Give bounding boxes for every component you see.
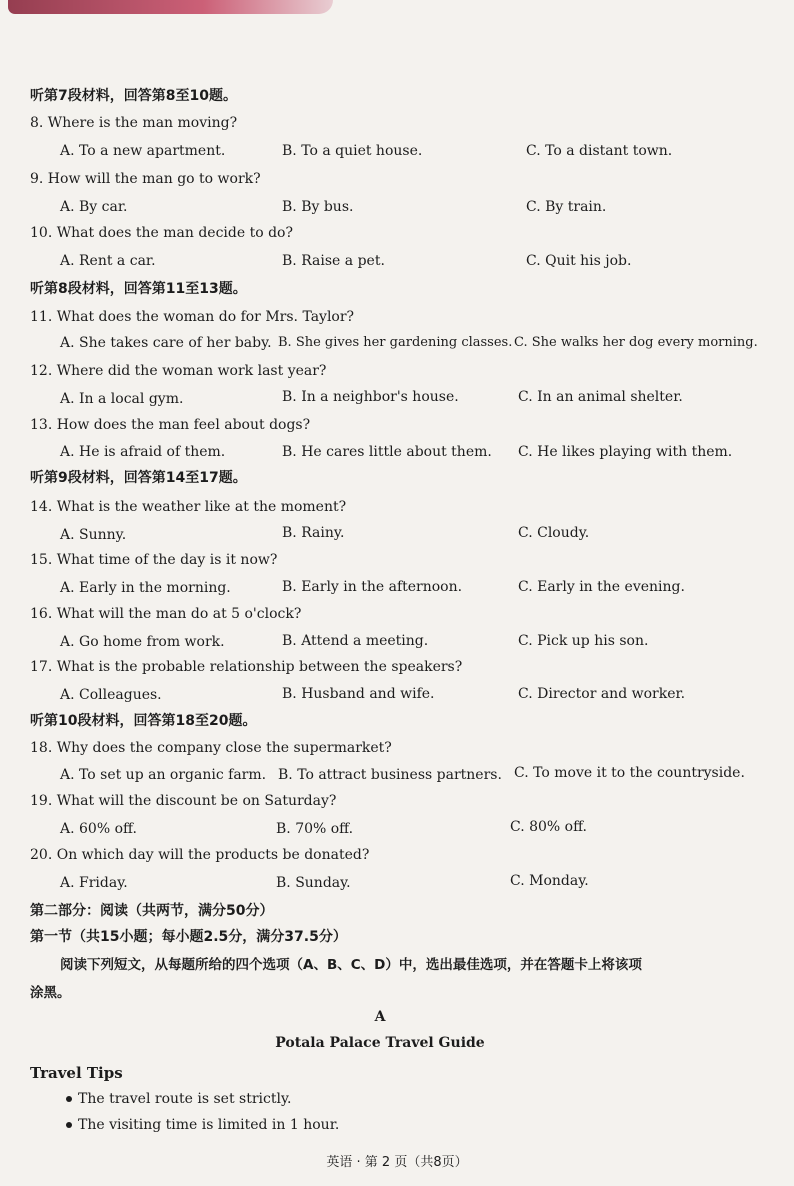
question-9-option-c: C. By train. bbox=[526, 199, 607, 215]
question-11-stem: 11. What does the woman do for Mrs. Taylor? bbox=[30, 309, 355, 325]
passage-letter: A bbox=[374, 1009, 386, 1025]
question-19-option-b: B. 70% off. bbox=[276, 821, 354, 837]
question-15-option-a: A. Early in the morning. bbox=[60, 580, 231, 596]
question-8-option-b: B. To a quiet house. bbox=[282, 143, 423, 159]
bullet-icon bbox=[66, 1122, 72, 1128]
question-13-option-a: A. He is afraid of them. bbox=[60, 444, 226, 460]
question-8-stem: 8. Where is the man moving? bbox=[30, 115, 238, 131]
question-11-option-c: C. She walks her dog every morning. bbox=[514, 335, 758, 350]
question-13-stem: 13. How does the man feel about dogs? bbox=[30, 417, 311, 433]
page-footer: 英语 · 第 2 页（共8页） bbox=[326, 1155, 468, 1170]
part8-note: 听第8段材料，回答第11至13题。 bbox=[30, 281, 247, 297]
question-17-stem: 17. What is the probable relationship between the speakers? bbox=[30, 659, 463, 675]
top-edge-smudge bbox=[8, 0, 333, 14]
question-16-option-a: A. Go home from work. bbox=[60, 634, 225, 650]
question-14-option-a: A. Sunny. bbox=[60, 527, 127, 543]
question-12-option-c: C. In an animal shelter. bbox=[518, 389, 683, 405]
question-20-option-b: B. Sunday. bbox=[276, 875, 351, 891]
question-10-option-c: C. Quit his job. bbox=[526, 253, 632, 269]
section1-title: 第一节（共15小题；每小题2.5分，满分37.5分） bbox=[30, 929, 347, 945]
question-18-option-b: B. To attract business partners. bbox=[278, 767, 502, 783]
tip-item-2 bbox=[66, 1116, 339, 1134]
question-18-option-a: A. To set up an organic farm. bbox=[60, 767, 267, 783]
question-18-option-c: C. To move it to the countryside. bbox=[514, 765, 745, 781]
part10-note: 听第10段材料，回答第18至20题。 bbox=[30, 713, 257, 729]
question-15-option-c: C. Early in the evening. bbox=[518, 579, 685, 595]
question-15-option-b: B. Early in the afternoon. bbox=[282, 579, 463, 595]
question-9-option-a: A. By car. bbox=[60, 199, 128, 215]
bullet-icon bbox=[66, 1096, 72, 1102]
question-8-option-c: C. To a distant town. bbox=[526, 143, 673, 159]
question-19-option-a: A. 60% off. bbox=[60, 821, 137, 837]
question-16-option-b: B. Attend a meeting. bbox=[282, 633, 429, 649]
travel-tips-title: Travel Tips bbox=[30, 1064, 123, 1082]
part2-title: 第二部分：阅读（共两节，满分50分） bbox=[30, 903, 274, 919]
question-14-option-c: C. Cloudy. bbox=[518, 525, 590, 541]
question-18-stem: 18. Why does the company close the supermarket? bbox=[30, 740, 392, 756]
question-12-option-a: A. In a local gym. bbox=[60, 391, 184, 407]
part7-note: 听第7段材料，回答第8至10题。 bbox=[30, 88, 237, 104]
question-12-option-b: B. In a neighbor's house. bbox=[282, 389, 459, 405]
question-16-stem: 16. What will the man do at 5 o'clock? bbox=[30, 606, 302, 622]
passage-title: Potala Palace Travel Guide bbox=[275, 1035, 485, 1051]
tip-2-text: The visiting time is limited in 1 hour. bbox=[78, 1117, 340, 1133]
question-10-option-a: A. Rent a car. bbox=[60, 253, 156, 269]
question-10-option-b: B. Raise a pet. bbox=[282, 253, 385, 269]
question-9-stem: 9. How will the man go to work? bbox=[30, 171, 261, 187]
question-13-option-b: B. He cares little about them. bbox=[282, 444, 492, 460]
question-11-option-a: A. She takes care of her baby. bbox=[60, 335, 272, 351]
question-14-stem: 14. What is the weather like at the moment? bbox=[30, 499, 347, 515]
question-16-option-c: C. Pick up his son. bbox=[518, 633, 649, 649]
reading-instruction-line1: 阅读下列短文，从每题所给的四个选项（A、B、C、D）中，选出最佳选项，并在答题卡上将该项 bbox=[60, 957, 642, 973]
question-14-option-b: B. Rainy. bbox=[282, 525, 345, 541]
question-19-stem: 19. What will the discount be on Saturday? bbox=[30, 793, 337, 809]
reading-instruction-line2: 涂黑。 bbox=[30, 985, 71, 1001]
question-17-option-c: C. Director and worker. bbox=[518, 686, 686, 702]
question-20-option-c: C. Monday. bbox=[510, 873, 589, 889]
question-9-option-b: B. By bus. bbox=[282, 199, 354, 215]
question-11-option-b: B. She gives her gardening classes. bbox=[278, 335, 513, 350]
question-8-option-a: A. To a new apartment. bbox=[60, 143, 226, 159]
question-17-option-a: A. Colleagues. bbox=[60, 687, 162, 703]
tip-1-text: The travel route is set strictly. bbox=[78, 1091, 292, 1107]
question-15-stem: 15. What time of the day is it now? bbox=[30, 552, 278, 568]
tip-item-1 bbox=[66, 1090, 291, 1108]
question-13-option-c: C. He likes playing with them. bbox=[518, 444, 733, 460]
question-20-option-a: A. Friday. bbox=[60, 875, 128, 891]
question-20-stem: 20. On which day will the products be donated? bbox=[30, 847, 370, 863]
part9-note: 听第9段材料，回答第14至17题。 bbox=[30, 470, 247, 486]
question-12-stem: 12. Where did the woman work last year? bbox=[30, 363, 327, 379]
question-10-stem: 10. What does the man decide to do? bbox=[30, 225, 293, 241]
question-19-option-c: C. 80% off. bbox=[510, 819, 588, 835]
question-17-option-b: B. Husband and wife. bbox=[282, 686, 435, 702]
